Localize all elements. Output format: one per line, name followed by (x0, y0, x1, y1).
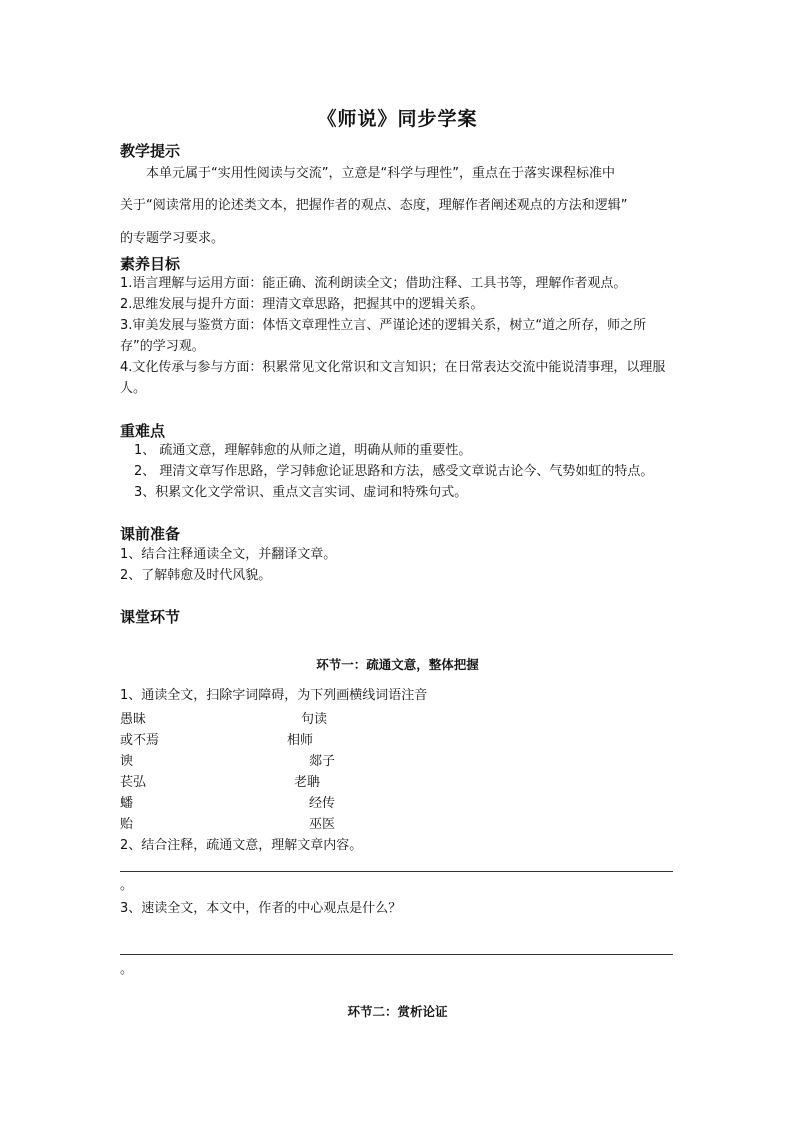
key-point-item: 3、积累文化文学常识、重点文言实词、虚词和特殊句式。 (134, 485, 468, 500)
vocabulary-word: 愚昧 (120, 712, 147, 727)
literacy-goal-item: 1.语言理解与运用方面：能正确、流利朗读全文；借助注释、工具书等，理解作者观点。 (120, 276, 627, 291)
preparation-heading: 课前准备 (120, 525, 181, 543)
vocabulary-row (120, 793, 675, 814)
vocabulary-word: 句读 (301, 712, 328, 727)
vocabulary-word: 巫医 (309, 817, 336, 832)
literacy-goals-heading: 素养目标 (120, 255, 181, 273)
vocabulary-row (120, 751, 675, 772)
vocabulary-word: 或不焉 (120, 733, 160, 748)
vocabulary-word: 蟠 (120, 796, 134, 811)
vocabulary-list (120, 709, 675, 835)
teaching-tips-heading: 教学提示 (120, 142, 181, 160)
vocabulary-word: 贻 (120, 817, 134, 832)
classroom-heading: 课堂环节 (120, 608, 181, 626)
vocabulary-word: 谀 (120, 754, 134, 769)
page-title: 《师说》同步学案 (317, 108, 478, 130)
vocabulary-word: 经传 (309, 796, 336, 811)
question-3: 3、速读全文，本文中，作者的中心观点是什么？ (120, 901, 402, 916)
section-2-title: 环节二：赏析论证 (347, 1004, 448, 1019)
vocabulary-word: 苌弘 (120, 775, 147, 790)
vocabulary-row (120, 772, 675, 793)
preparation-item: 2、了解韩愈及时代风貌。 (120, 568, 272, 583)
preparation-item: 1、结合注释通读全文，并翻译文章。 (120, 547, 337, 562)
teaching-tips-line-3: 的专题学习要求。 (120, 231, 225, 246)
literacy-goal-item: 4.文化传承与参与方面：积累常见文化常识和文言知识；在日常表达交流中能说清事理，以理服人。 (120, 360, 666, 396)
key-point-item: 2、 理清文章写作思路，学习韩愈论证思路和方法，感受文章说古论今、气势如虹的特点。 (134, 464, 654, 479)
answer-end-mark: 。 (120, 962, 134, 977)
answer-end-mark: 。 (120, 878, 134, 893)
vocabulary-word: 郯子 (309, 754, 336, 769)
teaching-tips-line-2: 关于“阅读常用的论述类文本，把握作者的观点、态度，理解作者阐述观点的方法和逻辑” (120, 198, 628, 213)
literacy-goal-item: 2.思维发展与提升方面：理清文章思路，把握其中的逻辑关系。 (120, 297, 484, 312)
question-2: 2、结合注释，疏通文意，理解文章内容。 (120, 838, 363, 853)
vocabulary-word: 相师 (287, 733, 314, 748)
teaching-tips-line-1: 本单元属于“实用性阅读与交流”，立意是“科学与理性”，重点在于落实课程标准中 (146, 166, 615, 181)
vocabulary-row (120, 709, 675, 730)
question-1: 1、通读全文，扫除字词障碍，为下列画横线词语注音 (120, 688, 428, 703)
key-points-heading: 重难点 (120, 422, 166, 440)
answer-line (120, 954, 673, 955)
literacy-goal-item: 3.审美发展与鉴赏方面：体悟文章理性立言、严谨论述的逻辑关系，树立“道之所存，师之所存”的学习观。 (120, 318, 647, 354)
vocabulary-row (120, 814, 675, 835)
document-page (120, 0, 675, 1123)
vocabulary-word: 老聃 (294, 775, 321, 790)
vocabulary-row (120, 730, 675, 751)
answer-line (120, 871, 673, 872)
key-point-item: 1、 疏通文意，理解韩愈的从师之道，明确从师的重要性。 (134, 443, 472, 458)
section-1-title: 环节一：疏通文意，整体把握 (316, 657, 479, 672)
